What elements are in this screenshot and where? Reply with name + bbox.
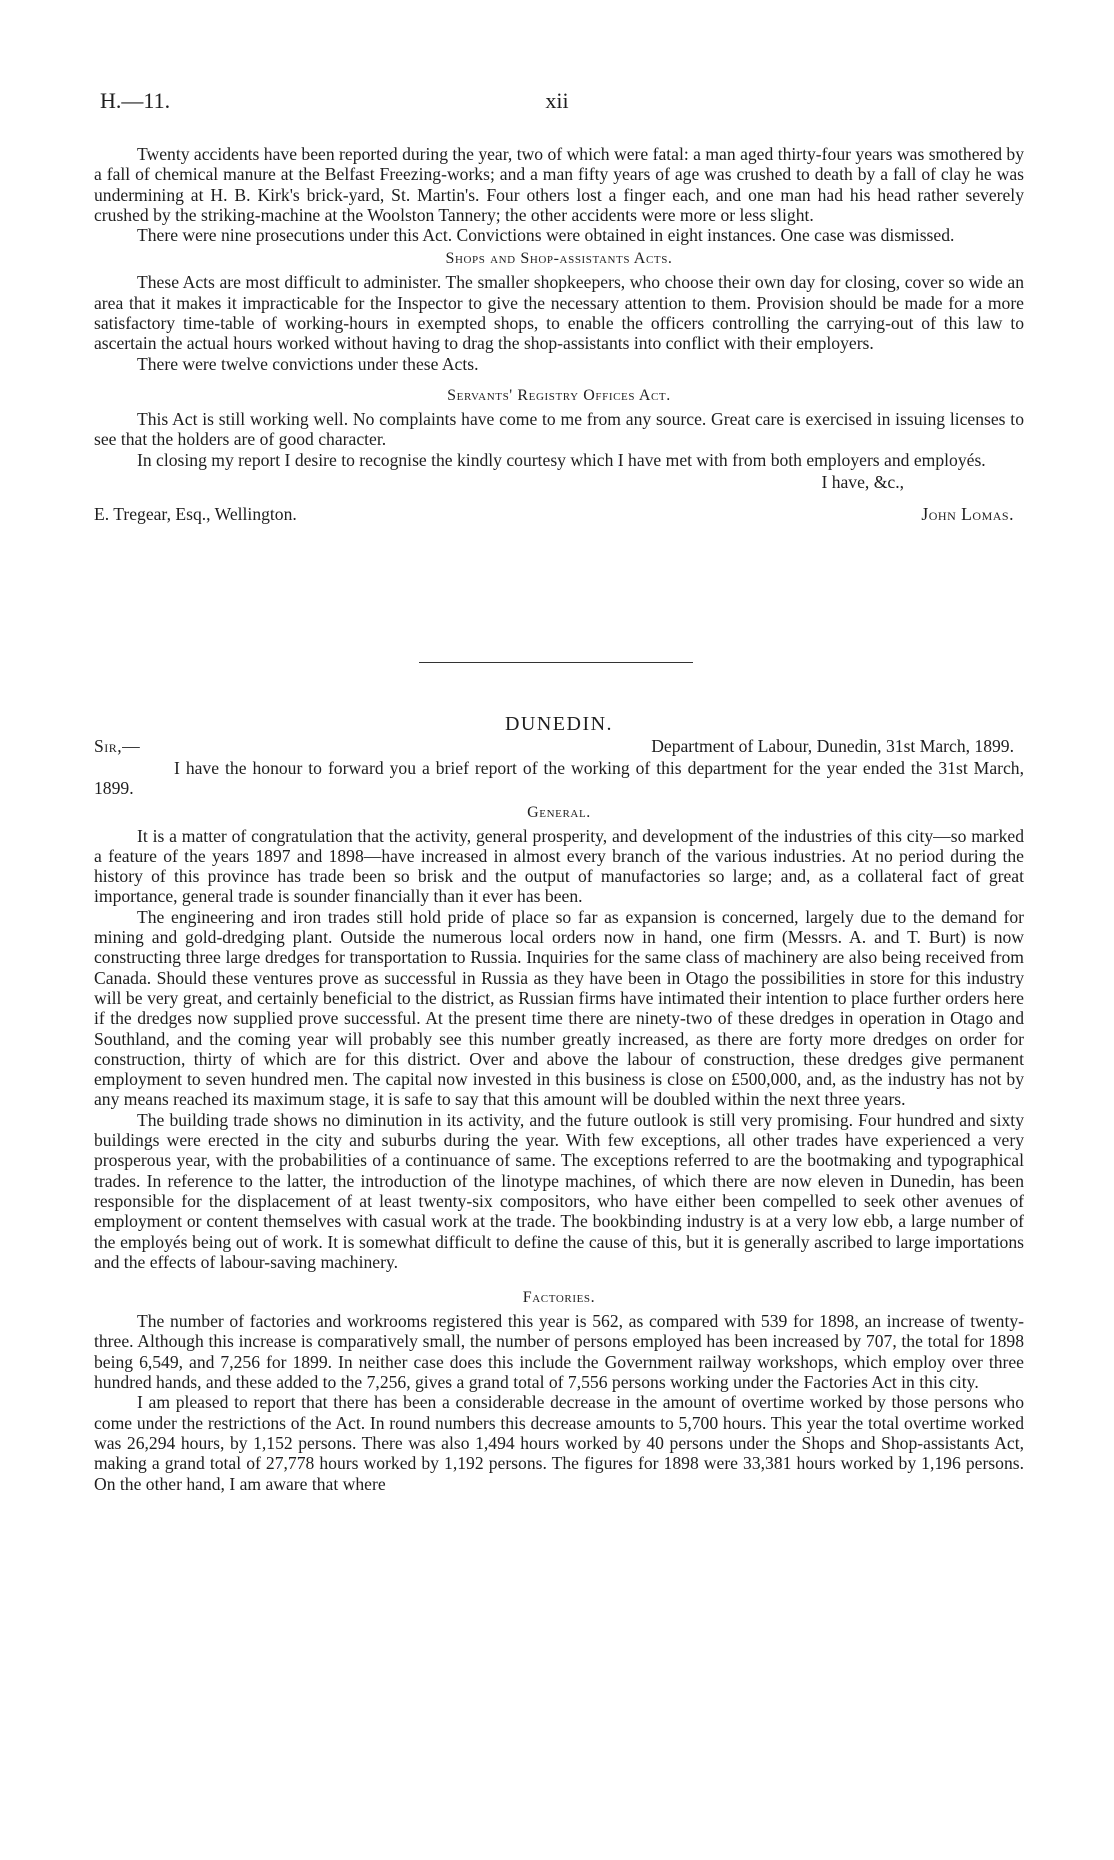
- christchurch-report-end: [94, 144, 1024, 526]
- shops-paragraph: These Acts are most difficult to administer. The smaller shopkeepers, who choose their own day for closing, cover so wide an area that it makes it impracticable for the Inspector to give the necessary attention to them. Provision should be made for a more satisfactory time-table of working-hours in exempted shops, to enable the officers controlling the carrying-out of this law to ascertain the actual hours worked without having to drag the shop-assistants into conflict with their employers.: [94, 272, 1024, 354]
- factories-heading: Factories.: [522, 1289, 596, 1307]
- section-divider: [419, 662, 693, 663]
- closing-paragraph: In closing my report I desire to recognise the kindly courtesy which I have met with from both employers and employés.: [137, 449, 986, 470]
- registry-act-heading: Servants' Registry Offices Act.: [447, 386, 671, 404]
- shops-convictions-paragraph: There were twelve convictions under these Acts.: [137, 353, 479, 374]
- intro-paragraph: I have the honour to forward you a brief report of the working of this department for the year ended the 31st March, 1899.: [94, 758, 1024, 799]
- factories-paragraph-2: I am pleased to report that there has been a considerable decrease in the amount of overtime worked by those persons who come under the restrictions of the Act. In round numbers this decrease amounts to 5,700 hours. This year the total overtime worked was 26,294 hours, by 1,152 persons. There was also 1,494 hours worked by 40 persons under the Shops and Shop-assistants Act, making a grand total of 27,778 hours worked by 1,192 persons. The figures for 1898 were 33,381 hours worked by 1,196 persons. On the other hand, I am aware that where: [94, 1392, 1024, 1494]
- dunedin-report: [94, 712, 1024, 1494]
- registry-paragraph: This Act is still working well. No complaints have come to me from any source. Great care is exercised in issuing licenses to see that the holders are of good character.: [94, 408, 1024, 450]
- general-paragraph-3: The building trade shows no diminution in its activity, and the future outlook is still very promising. Four hundred and sixty buildings were erected in the city and suburbs during the year. With few exceptions, all other trades have experienced a very prosperous year, with the probabilities of a continuance of same. The exceptions referred to are the bootmaking and typographical trades. In reference to the latter, the introduction of the linotype machines, of which there are now eleven in Dunedin, has been responsible for the displacement of at least twenty-six compositors, who have either been compelled to seek other avenues of employment or content themselves with casual work at the trade. The bookbinding industry is at a very low ebb, a large number of the employés being out of work. It is somewhat difficult to define the cause of this, but it is generally ascribed to large importations and the effects of labour-saving machinery.: [94, 1109, 1024, 1272]
- general-paragraph-2: The engineering and iron trades still hold pride of place so far as expansion is concerned, largely due to the demand for mining and gold-dredging plant. Outside the numerous local orders now in hand, one firm (Messrs. A. and T. Burt) is now constructing three large dredges for transportation to Russia. Inquiries for the same class of machinery are also being received from Canada. Should these ventures prove as successful in Russia as they have been in Otago the possibilities in store for this industry will be very great, and certainly beneficial to the district, as Russian firms have intimated their intention to place further orders here if the dredges now supplied prove successful. At the present time there are ninety-two of these dredges in operation in Otago and Southland, and the coming year will probably see this number greatly increased, as there are forty more dredges on order for construction, thirty of which are for this district. Over and above the labour of construction, these dredges give permanent employment to seven hundred men. The capital now invested in this business is close on £500,000, and, as the industry has not by any means reached its maximum stage, it is safe to say that this amount will be doubled within the next three years.: [94, 906, 1024, 1110]
- page-header: [94, 88, 1020, 118]
- signature-row: [94, 504, 1024, 526]
- dateline: Department of Labour, Dunedin, 31st March, 1899.: [651, 736, 1014, 756]
- dunedin-title: DUNEDIN.: [504, 713, 614, 735]
- prosecutions-paragraph: There were nine prosecutions under this Act. Convictions were obtained in eight instances. One case was dismissed.: [137, 225, 955, 246]
- page-number: xii: [545, 88, 569, 113]
- signature: John Lomas.: [921, 503, 1014, 524]
- general-heading: General.: [527, 803, 591, 821]
- paper-reference: H.—11.: [100, 88, 171, 113]
- shops-acts-heading: Shops and Shop-assistants Acts.: [445, 250, 673, 268]
- closing-row: [94, 472, 1024, 494]
- closing-formula: I have, &c.,: [821, 471, 904, 492]
- addressee: E. Tregear, Esq., Wellington.: [94, 503, 297, 524]
- factories-paragraph-1: The number of factories and workrooms registered this year is 562, as compared with 539 for 1898, an increase of twenty-three. Although this increase is comparatively small, the number of persons employed has been increased by 707, the total for 1898 being 6,549, and 7,256 for 1899. In neither case does this include the Government railway workshops, which employ over three hundred hands, and these added to the 7,256, gives a grand total of 7,556 persons working under the Factories Act in this city.: [94, 1311, 1024, 1393]
- general-paragraph-1: It is a matter of congratulation that the activity, general prosperity, and development of the industries of this city—so marked a feature of the years 1897 and 1898—have increased in almost every branch of the various industries. At no period during the history of this province has trade been so brisk and the output of manufactories so large; and, as a collateral fact of great importance, general trade is sounder financially than it ever has been.: [94, 825, 1024, 907]
- accidents-paragraph: Twenty accidents have been reported during the year, two of which were fatal: a man aged thirty-four years was smothered by a fall of chemical manure at the Belfast Freezing-works; and a man fifty years of age was crushed to death by a fall of clay he was undermining at H. B. Kirk's brick-yard, St. Martin's. Four others lost a finger each, and one man had his head rather severely crushed by the striking-machine at the Woolston Tannery; the other accidents were more or less slight.: [94, 144, 1024, 225]
- salutation-row: [94, 736, 1024, 758]
- salutation: Sir,—: [94, 736, 141, 756]
